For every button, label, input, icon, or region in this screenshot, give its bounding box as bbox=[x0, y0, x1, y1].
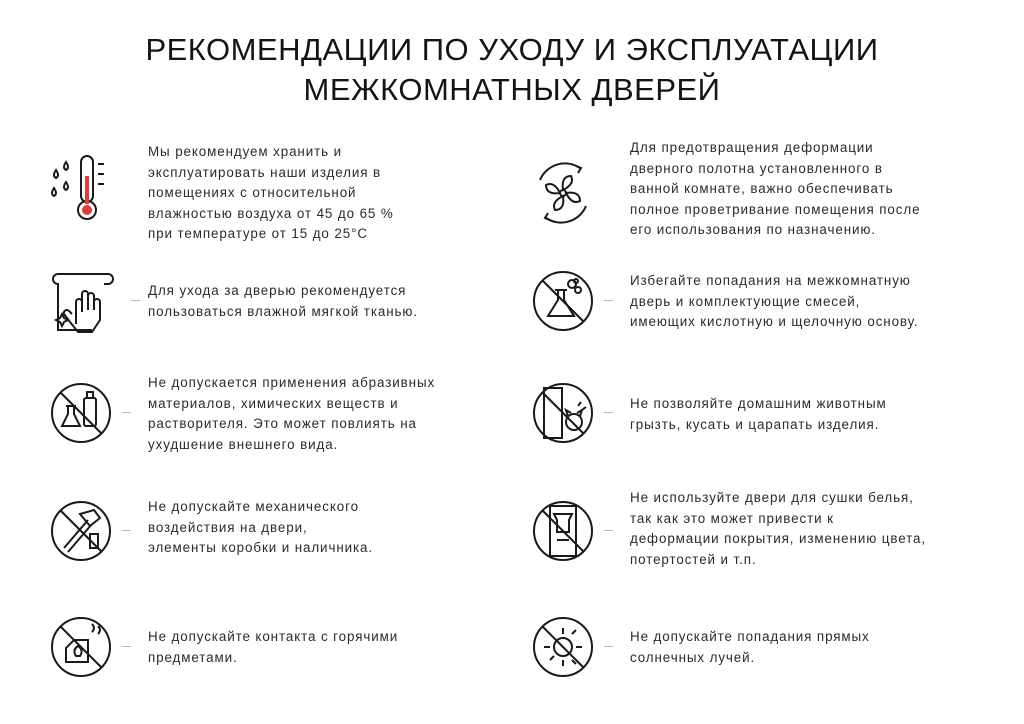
no-drying-laundry-icon bbox=[532, 500, 594, 562]
no-pets-icon bbox=[532, 382, 594, 444]
recommendation-text: Мы рекомендуем хранить и эксплуатировать наши изделия в помещениях с относительной влажностью воздуха от 45 до 65 % при температуре от 15 до 25°С bbox=[148, 144, 394, 241]
title-line-1: РЕКОМЕНДАЦИИ ПО УХОДУ И ЭКСПЛУАТАЦИИ bbox=[145, 32, 879, 67]
no-acid-alkali-icon bbox=[532, 270, 594, 332]
no-direct-sunlight-icon bbox=[532, 616, 594, 678]
separator-dash bbox=[604, 300, 613, 301]
recommendation-text: Не допускайте механического воздействия на двери, элементы коробки и наличника. bbox=[148, 499, 374, 555]
recommendation-text: Не позволяйте домашним животным грызть, кусать и царапать изделия. bbox=[630, 396, 887, 432]
recommendation-text: Избегайте попадания на межкомнатную дверь и комплектующие смесей, имеющих кислотную и щелочную основу. bbox=[630, 273, 919, 329]
recommendation-text: Не допускайте попадания прямых солнечных лучей. bbox=[630, 629, 870, 665]
separator-dash bbox=[604, 412, 613, 413]
hand-cloth-icon bbox=[48, 270, 114, 334]
separator-dash bbox=[122, 530, 131, 531]
humidity-thermometer-icon bbox=[48, 156, 118, 222]
recommendation-text: Не используйте двери для сушки белья, так как это может привести к деформации покрытия, изменению цвета, потертостей и т.п. bbox=[630, 490, 926, 567]
no-abrasive-chemicals-icon bbox=[50, 382, 112, 444]
recommendation-text: Не допускайте контакта с горячими предметами. bbox=[148, 629, 399, 665]
no-mechanical-impact-icon bbox=[50, 500, 112, 562]
separator-dash bbox=[122, 412, 131, 413]
title-line-2: МЕЖКОМНАТНЫХ ДВЕРЕЙ bbox=[303, 72, 721, 107]
ventilation-fan-icon bbox=[530, 160, 596, 226]
no-hot-objects-icon bbox=[50, 616, 112, 678]
recommendation-text: Для ухода за дверью рекомендуется пользоваться влажной мягкой тканью. bbox=[148, 283, 418, 319]
recommendation-text: Не допускается применения абразивных материалов, химических веществ и растворителя. Это может повлиять на ухудшение внешнего вида. bbox=[148, 375, 436, 452]
recommendation-text: Для предотвращения деформации дверного полотна установленного в ванной комнате, важно обеспечивать полное проветривание помещения после его использования по назначению. bbox=[630, 140, 921, 237]
separator-dash bbox=[604, 530, 613, 531]
separator-dash bbox=[604, 646, 613, 647]
separator-dash bbox=[131, 300, 140, 301]
page-title bbox=[0, 30, 1024, 110]
separator-dash bbox=[122, 646, 131, 647]
